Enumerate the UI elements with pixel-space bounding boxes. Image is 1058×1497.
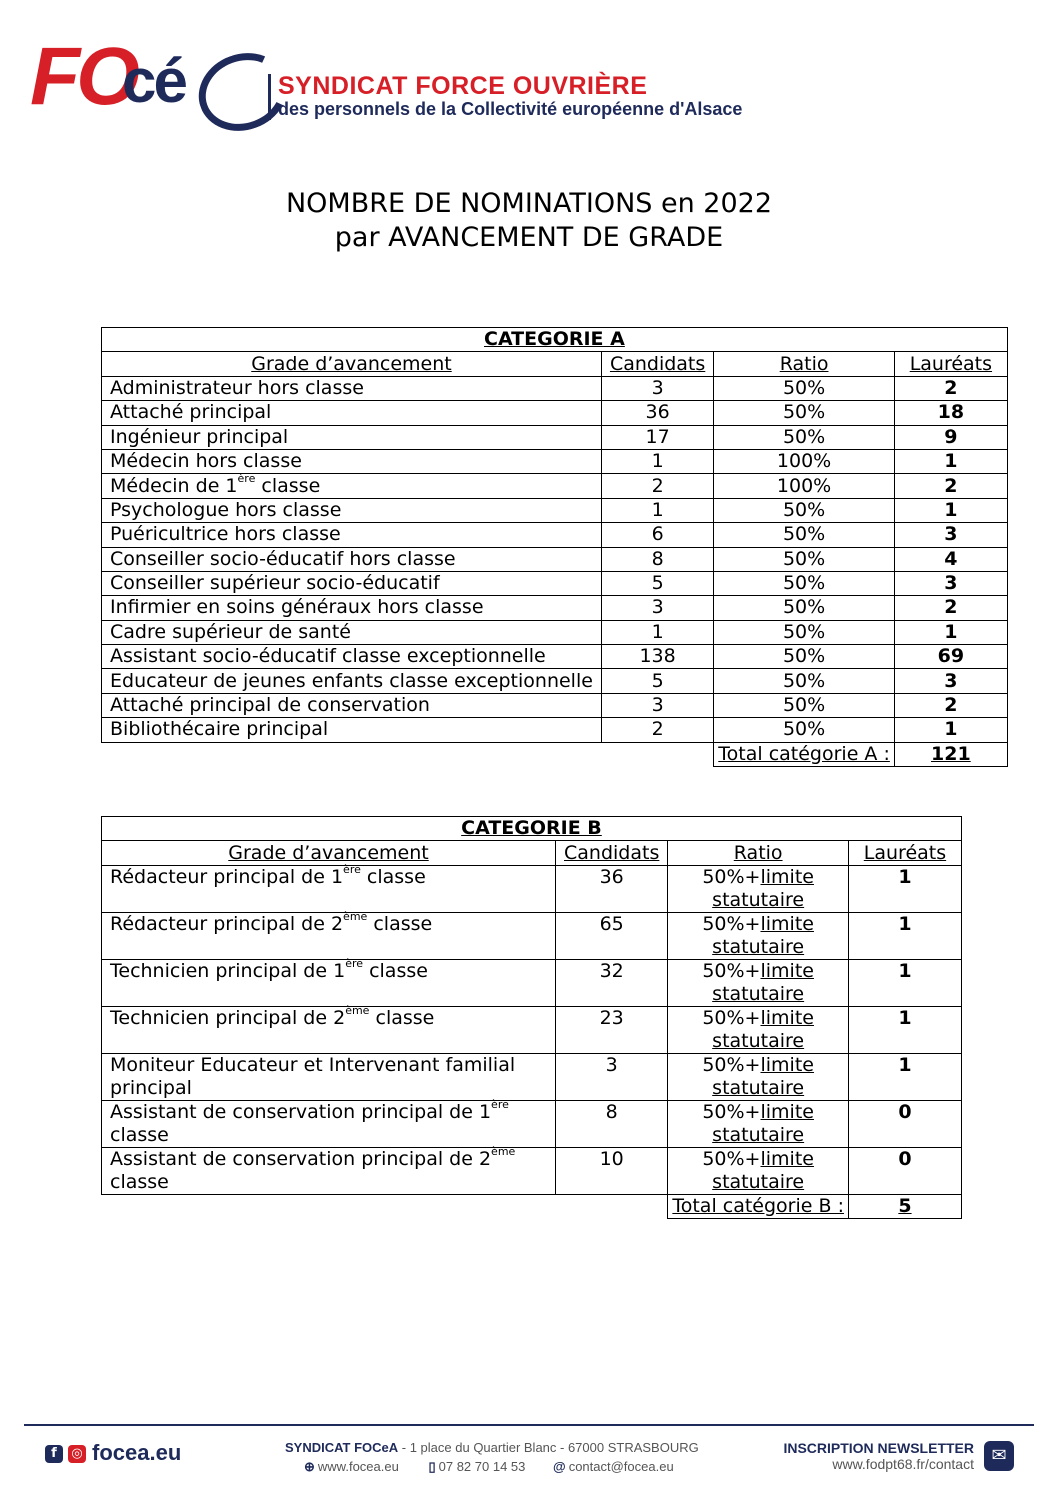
total-label: Total catégorie B :	[668, 1194, 849, 1218]
instagram-icon[interactable]: ◎	[68, 1445, 86, 1463]
ratio-word-limite: limite	[760, 1100, 814, 1123]
cell-grade: Cadre supérieur de santé	[102, 620, 602, 644]
footer-address-bold: SYNDICAT FOCeA	[285, 1440, 399, 1455]
header-grade: Grade d’avancement	[102, 352, 602, 376]
cell-laureats: 1	[894, 498, 1007, 522]
ratio-word-statutaire: statutaire	[712, 1170, 805, 1193]
cell-grade	[102, 1100, 556, 1147]
cell-candidats: 1	[601, 498, 713, 522]
table-row	[102, 376, 1008, 400]
cell-ratio: 50%	[714, 425, 895, 449]
table-row	[102, 449, 1008, 473]
cell-laureats: 69	[894, 645, 1007, 669]
table-row	[102, 1147, 962, 1194]
total-row	[102, 742, 1008, 766]
grade-suffix: classe	[110, 1170, 169, 1193]
cell-laureats: 2	[894, 376, 1007, 400]
grade-text: Technicien principal de 2	[110, 1006, 346, 1029]
table-row	[102, 425, 1008, 449]
cell-candidats: 8	[601, 547, 713, 571]
column-header-row	[102, 352, 1008, 376]
footer-email[interactable]: contact@focea.eu	[568, 1459, 674, 1474]
grade-ordinal: ère	[237, 472, 256, 486]
at-icon: @	[553, 1459, 566, 1474]
header-candidats: Candidats	[556, 841, 668, 865]
footer-web[interactable]: www.focea.eu	[317, 1459, 399, 1474]
cell-grade	[102, 959, 556, 1006]
cell-laureats: 1	[848, 1053, 961, 1100]
grade-suffix: classe	[367, 912, 433, 935]
cell-ratio	[668, 865, 849, 912]
cell-candidats: 10	[556, 1147, 668, 1194]
cell-ratio	[668, 1053, 849, 1100]
cell-ratio: 50%	[714, 669, 895, 693]
ratio-prefix: 50%+	[702, 1053, 761, 1076]
cell-candidats: 5	[601, 669, 713, 693]
ratio-word-limite: limite	[760, 1147, 814, 1170]
ratio-prefix: 50%+	[702, 1100, 761, 1123]
cell-candidats: 6	[601, 523, 713, 547]
blank-cell	[102, 1194, 556, 1218]
cell-grade: Bibliothécaire principal	[102, 718, 602, 742]
page-title-line2: par AVANCEMENT DE GRADE	[334, 222, 724, 253]
cell-candidats: 3	[556, 1053, 668, 1100]
table-row	[102, 498, 1008, 522]
table-row	[102, 669, 1008, 693]
grade-suffix: classe	[363, 959, 428, 982]
cell-ratio	[668, 912, 849, 959]
cell-laureats: 1	[894, 620, 1007, 644]
ratio-word-statutaire: statutaire	[712, 935, 805, 958]
ratio-word-limite: limite	[760, 865, 814, 888]
table-row	[102, 474, 1008, 498]
cell-candidats: 138	[601, 645, 713, 669]
cell-candidats: 8	[556, 1100, 668, 1147]
facebook-icon[interactable]: f	[45, 1445, 63, 1463]
cell-grade: Attaché principal	[102, 401, 602, 425]
ratio-word-statutaire: statutaire	[712, 1029, 805, 1052]
table-row	[102, 718, 1008, 742]
table-row	[102, 401, 1008, 425]
footer-contacts	[304, 1459, 674, 1475]
ratio-word-statutaire: statutaire	[712, 982, 805, 1005]
grade-text: Technicien principal de 1	[110, 959, 346, 982]
table-row	[102, 596, 1008, 620]
cell-laureats: 2	[894, 693, 1007, 717]
cell-ratio: 50%	[714, 596, 895, 620]
cell-laureats: 3	[894, 571, 1007, 595]
total-row	[102, 1194, 962, 1218]
grade-suffix: classe	[360, 865, 426, 888]
blank-cell	[102, 742, 602, 766]
grade-ordinal: ème	[343, 910, 368, 924]
cell-laureats: 3	[894, 523, 1007, 547]
table-categorie-a	[101, 327, 1008, 767]
cell-candidats: 23	[556, 1006, 668, 1053]
cell-ratio	[668, 1006, 849, 1053]
cell-grade	[102, 1147, 556, 1194]
cell-ratio: 50%	[714, 693, 895, 717]
cell-candidats: 36	[601, 401, 713, 425]
grade-suffix: classe	[369, 1006, 435, 1029]
ratio-word-statutaire: statutaire	[712, 1076, 805, 1099]
cell-grade	[102, 912, 556, 959]
cell-laureats: 1	[894, 449, 1007, 473]
blank-cell	[556, 1194, 668, 1218]
cell-candidats: 5	[601, 571, 713, 595]
ratio-word-limite: limite	[760, 1053, 814, 1076]
cell-ratio: 50%	[714, 571, 895, 595]
globe-icon: ⊕	[304, 1459, 315, 1474]
table-row	[102, 1006, 962, 1053]
cell-candidats: 65	[556, 912, 668, 959]
table-row	[102, 645, 1008, 669]
cell-laureats: 1	[848, 865, 961, 912]
header-title: SYNDICAT FORCE OUVRIÈRE	[278, 72, 648, 100]
category-title-row	[102, 817, 962, 841]
table-row	[102, 547, 1008, 571]
grade-text: Moniteur Educateur et Intervenant familial principal	[110, 1053, 516, 1099]
table-categorie-b	[101, 816, 962, 1219]
cell-grade: Ingénieur principal	[102, 425, 602, 449]
cell-grade: Puéricultrice hors classe	[102, 523, 602, 547]
footer-phone[interactable]: 07 82 70 14 53	[438, 1459, 526, 1474]
total-value: 121	[894, 742, 1007, 766]
cell-ratio: 50%	[714, 620, 895, 644]
header-laureats: Lauréats	[894, 352, 1007, 376]
cell-candidats: 3	[601, 376, 713, 400]
cell-grade: Conseiller socio-éducatif hors classe	[102, 547, 602, 571]
header-subtitle: des personnels de la Collectivité européenne d'Alsace	[278, 99, 743, 119]
ratio-word-statutaire: statutaire	[712, 1123, 805, 1146]
grade-suffix: classe	[110, 1123, 169, 1146]
cell-ratio: 50%	[714, 376, 895, 400]
cell-candidats: 36	[556, 865, 668, 912]
ratio-word-limite: limite	[760, 1006, 814, 1029]
cell-candidats: 17	[601, 425, 713, 449]
page-title-line1: NOMBRE DE NOMINATIONS en 2022	[285, 188, 773, 219]
table-row	[102, 523, 1008, 547]
category-title-row	[102, 328, 1008, 352]
cell-grade	[102, 474, 602, 498]
cell-ratio: 50%	[714, 523, 895, 547]
cell-laureats: 0	[848, 1100, 961, 1147]
cell-candidats: 3	[601, 596, 713, 620]
cell-grade: Attaché principal de conservation	[102, 693, 602, 717]
logo-fo-text: FO	[30, 31, 136, 122]
cell-candidats: 32	[556, 959, 668, 1006]
total-label: Total catégorie A :	[714, 742, 895, 766]
cell-ratio: 50%	[714, 645, 895, 669]
table-row	[102, 571, 1008, 595]
cell-grade: Conseiller supérieur socio-éducatif	[102, 571, 602, 595]
header-candidats: Candidats	[601, 352, 713, 376]
grade-text: Médecin de 1	[110, 474, 238, 497]
grade-text: Assistant de conservation principal de 2	[110, 1147, 492, 1170]
phone-icon: ▯	[428, 1459, 436, 1474]
cell-grade	[102, 1006, 556, 1053]
header-laureats: Lauréats	[848, 841, 961, 865]
category-title: CATEGORIE A	[102, 328, 1008, 352]
ratio-word-limite: limite	[760, 959, 814, 982]
ratio-prefix: 50%+	[702, 865, 761, 888]
cell-grade	[102, 1053, 556, 1100]
footer-newsletter-title: INSCRIPTION NEWSLETTER	[783, 1440, 974, 1456]
cell-laureats: 1	[894, 718, 1007, 742]
cell-laureats: 2	[894, 474, 1007, 498]
footer-site[interactable]: focea.eu	[92, 1440, 182, 1465]
footer-divider	[24, 1424, 1034, 1426]
cell-grade: Educateur de jeunes enfants classe exceptionnelle	[102, 669, 602, 693]
cell-candidats: 2	[601, 474, 713, 498]
table-row	[102, 959, 962, 1006]
footer-address-rest: - 1 place du Quartier Blanc - 67000 STRASBOURG	[398, 1440, 699, 1455]
table-row	[102, 1053, 962, 1100]
table-row	[102, 912, 962, 959]
grade-ordinal: ème	[491, 1145, 516, 1159]
cell-laureats: 2	[894, 596, 1007, 620]
cell-candidats: 3	[601, 693, 713, 717]
cell-grade: Médecin hors classe	[102, 449, 602, 473]
cell-grade: Assistant socio-éducatif classe exceptionnelle	[102, 645, 602, 669]
cell-laureats: 1	[848, 959, 961, 1006]
cell-grade: Infirmier en soins généraux hors classe	[102, 596, 602, 620]
cell-laureats: 4	[894, 547, 1007, 571]
header-divider	[268, 74, 271, 120]
cell-laureats: 1	[848, 1006, 961, 1053]
ratio-word-limite: limite	[760, 912, 814, 935]
footer-address	[285, 1440, 699, 1455]
cell-candidats: 1	[601, 620, 713, 644]
total-value: 5	[848, 1194, 961, 1218]
cell-ratio: 100%	[714, 449, 895, 473]
ratio-prefix: 50%+	[702, 1006, 761, 1029]
table-row	[102, 620, 1008, 644]
table-row	[102, 865, 962, 912]
header-ratio: Ratio	[714, 352, 895, 376]
grade-ordinal: ère	[345, 957, 364, 971]
header-grade: Grade d’avancement	[102, 841, 556, 865]
cell-ratio	[668, 1100, 849, 1147]
mail-icon[interactable]: ✉	[984, 1441, 1014, 1471]
cell-ratio: 50%	[714, 547, 895, 571]
cell-laureats: 0	[848, 1147, 961, 1194]
grade-text: Assistant de conservation principal de 1	[110, 1100, 492, 1123]
grade-text: Rédacteur principal de 2	[110, 912, 344, 935]
grade-ordinal: ème	[345, 1004, 370, 1018]
ratio-prefix: 50%+	[702, 1147, 761, 1170]
ratio-prefix: 50%+	[702, 959, 761, 982]
cell-grade: Psychologue hors classe	[102, 498, 602, 522]
cell-laureats: 3	[894, 669, 1007, 693]
cell-ratio: 50%	[714, 401, 895, 425]
cell-ratio: 100%	[714, 474, 895, 498]
header-ratio: Ratio	[668, 841, 849, 865]
cell-grade	[102, 865, 556, 912]
grade-text: Rédacteur principal de 1	[110, 865, 344, 888]
cell-ratio: 50%	[714, 498, 895, 522]
grade-ordinal: ère	[491, 1098, 509, 1112]
cell-ratio: 50%	[714, 718, 895, 742]
cell-laureats: 9	[894, 425, 1007, 449]
category-title: CATEGORIE B	[102, 817, 962, 841]
logo	[30, 32, 255, 122]
footer-newsletter-url[interactable]: www.fodpt68.fr/contact	[832, 1456, 974, 1472]
cell-grade: Administrateur hors classe	[102, 376, 602, 400]
table-row	[102, 693, 1008, 717]
column-header-row	[102, 841, 962, 865]
table-row	[102, 1100, 962, 1147]
cell-ratio	[668, 1147, 849, 1194]
logo-cea-text: cé	[122, 47, 185, 116]
grade-suffix: classe	[255, 474, 321, 497]
grade-ordinal: ère	[343, 863, 361, 877]
ratio-prefix: 50%+	[702, 912, 761, 935]
cell-candidats: 2	[601, 718, 713, 742]
ratio-word-statutaire: statutaire	[712, 888, 805, 911]
cell-candidats: 1	[601, 449, 713, 473]
cell-laureats: 18	[894, 401, 1007, 425]
cell-ratio	[668, 959, 849, 1006]
cell-laureats: 1	[848, 912, 961, 959]
blank-cell	[601, 742, 713, 766]
